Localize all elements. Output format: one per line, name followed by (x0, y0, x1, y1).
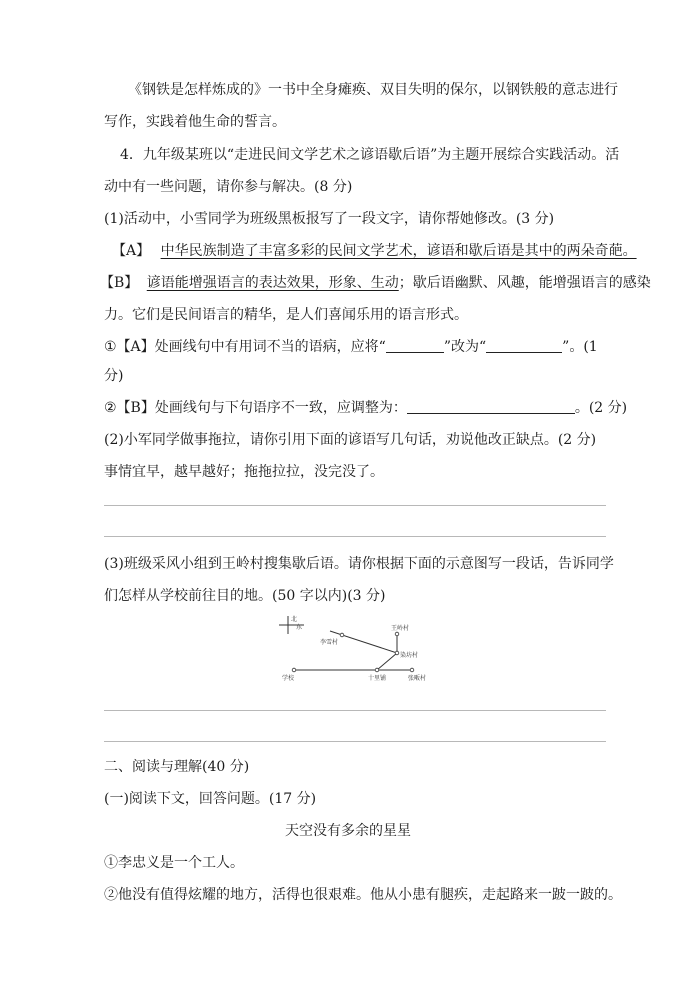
mark-b: 【B】 (100, 275, 139, 291)
compass-north: 北 (291, 616, 298, 623)
node-shilipu (375, 668, 379, 672)
node-ranfang (395, 651, 399, 655)
route-map (270, 612, 460, 694)
q4-line-2: 动中有一些问题，请你参与解决。(8 分) (104, 179, 353, 195)
qa2-suffix: 。(2 分) (574, 400, 628, 416)
sub2-prompt: (2)小军同学做事拖拉，请你引用下面的谚语写几句话，劝说他改正缺点。(2 分) (104, 432, 597, 448)
intro-line-2: 写作，实践着他生命的誓言。 (104, 114, 286, 130)
section2-sub1: (一)阅读下文，回答问题。(17 分) (104, 791, 317, 807)
road-ranfang-shilipu (377, 653, 397, 670)
sentence-b-underlined: 谚语能增强语言的表达效果，形象、生动 (146, 275, 399, 291)
node-wangling (395, 632, 399, 636)
q4-line-1: 4．九年级某班以“走进民间文学艺术之谚语歇后语”为主题开展综合实践活动。活 (120, 147, 620, 163)
sub3-line-1: (3)班级采风小组到王岭村搜集歇后语。请你根据下面的示意图写一段话，告诉同学 (104, 556, 614, 572)
qa1-tail: 分) (104, 368, 124, 384)
label-shilipu: 十里铺 (368, 675, 387, 682)
answer-line-2[interactable] (104, 536, 606, 537)
sentence-b (100, 273, 651, 293)
label-lixue: 李雪村 (320, 639, 339, 646)
sub1-line-3: 力。它们是民间语言的精华，是人们喜闻乐用的语言形式。 (104, 307, 468, 323)
sentence-b-rest: ；歇后语幽默、风趣，能增强语言的感染 (398, 275, 651, 291)
label-school: 学校 (282, 675, 295, 682)
node-lixue (340, 633, 344, 637)
node-zhangban (410, 668, 414, 672)
section2-heading: 二、阅读与理解(40 分) (104, 759, 250, 775)
answer-line-4[interactable] (104, 741, 606, 742)
article-p2: ②他没有值得炫耀的地方，活得也很艰难。他从小患有腿疾，走起路来一跛一跛的。 (104, 887, 622, 903)
compass-east: 东 (296, 624, 303, 631)
answer-line-3[interactable] (104, 710, 606, 711)
article-p1: ①李忠义是一个工人。 (104, 855, 244, 871)
qa1-blank-2[interactable] (486, 338, 562, 353)
sub1-prompt: (1)活动中，小雪同学为班级黑板报写了一段文字，请你帮她修改。(3 分) (104, 211, 555, 227)
qa2-prefix: ②【B】处画线句与下句语序不一致，应调整为： (104, 400, 407, 416)
label-zhangban: 张畈村 (408, 675, 427, 682)
intro-line-1: 《钢铁是怎样炼成的》一书中全身瘫痪、双目失明的保尔，以钢铁般的意志进行 (128, 82, 618, 98)
qa1-blank-1[interactable] (386, 338, 444, 353)
sub3-line-2: 们怎样从学校前往目的地。(50 字以内)(3 分) (104, 588, 386, 604)
label-wangling: 王岭村 (391, 625, 410, 632)
qa2-blank[interactable] (407, 399, 575, 414)
answer-line-1[interactable] (104, 505, 606, 506)
sentence-a (112, 241, 637, 261)
qa1 (104, 337, 598, 357)
node-school (292, 668, 296, 672)
article-title: 天空没有多余的星星 (285, 823, 411, 839)
sub2-proverb: 事情宜早，越早越好；拖拖拉拉，没完没了。 (104, 464, 384, 480)
qa2 (104, 398, 627, 418)
qa1-prefix: ①【A】处画线句中有用词不当的语病，应将“ (104, 339, 386, 355)
label-ranfang: 染坊村 (400, 652, 419, 659)
mark-a: 【A】 (112, 243, 151, 259)
sentence-a-underlined: 中华民族制造了丰富多彩的民间文学艺术，谚语和歇后语是其中的两朵奇葩。 (160, 243, 637, 259)
qa1-suffix: ”。(1 (562, 339, 598, 355)
qa1-middle: ”改为“ (443, 339, 487, 355)
